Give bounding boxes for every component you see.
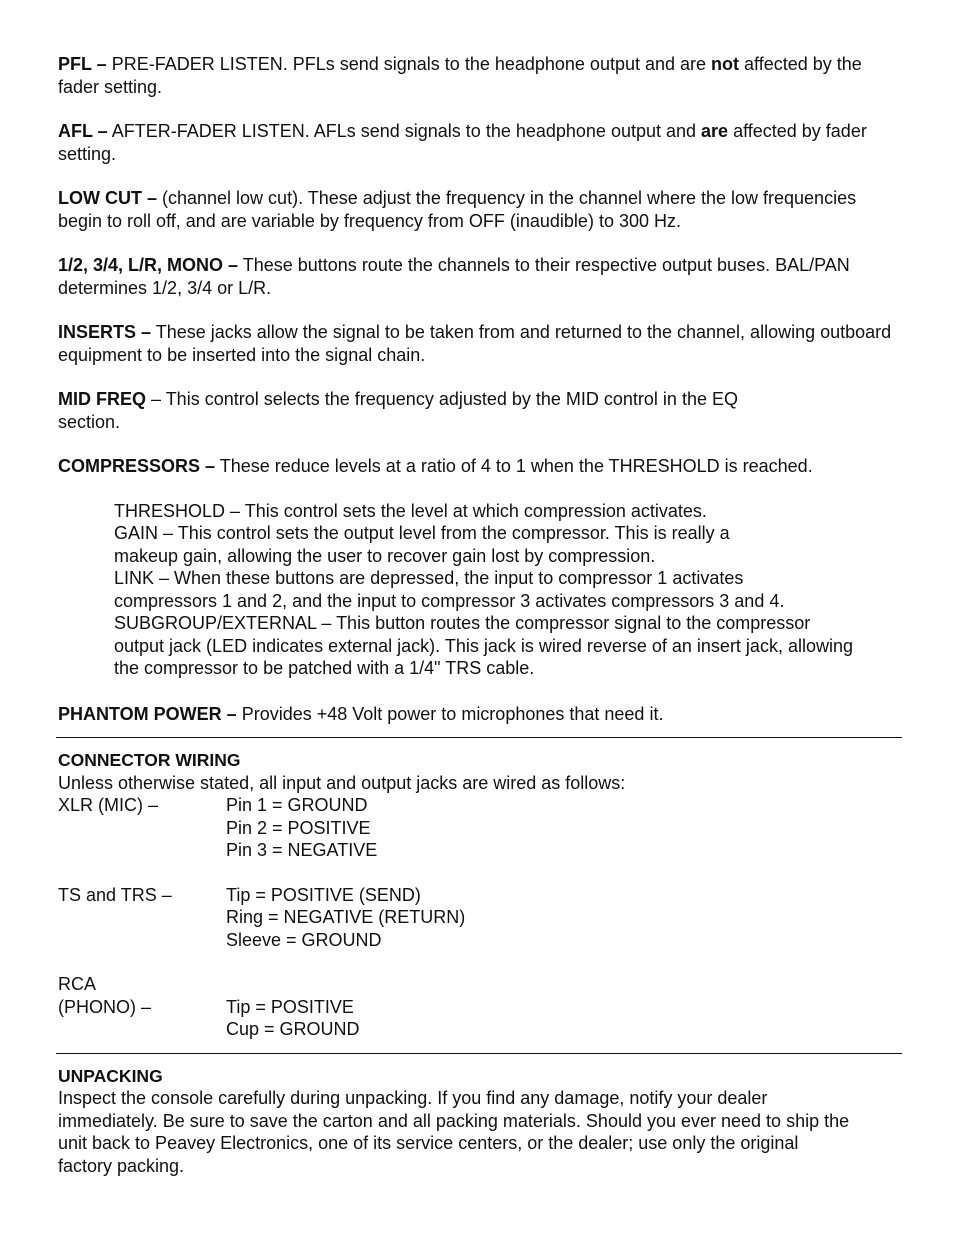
compressor-line: SUBGROUP/EXTERNAL – This button routes the compressor signal to the compressor <box>114 613 811 633</box>
compressor-line: makeup gain, allowing the user to recover gain lost by compression. <box>114 545 656 566</box>
connector-intro: Unless otherwise stated, all input and output jacks are wired as follows: <box>58 772 626 793</box>
compressor-line: output jack (LED indicates external jack). This jack is wired reverse of an insert jack, allowing <box>114 635 853 656</box>
compressor-controls <box>114 500 900 680</box>
section-divider <box>56 1053 902 1054</box>
pin-line: Tip = POSITIVE (SEND) <box>226 884 421 905</box>
compressor-line: compressors 1 and 2, and the input to compressor 3 activates compressors 3 and 4. <box>114 590 785 611</box>
manual-page <box>58 53 900 1177</box>
connector-wiring-heading: CONNECTOR WIRING <box>58 750 241 770</box>
unpacking-line: immediately. Be sure to save the carton and all packing materials. Should you ever need to ship the <box>58 1110 850 1131</box>
definition-mid-freq: MID FREQ – This control selects the frequency adjusted by the MID control in the EQ section. <box>58 389 738 432</box>
compressor-line: THRESHOLD – This control sets the level at which compression activates. <box>114 500 707 521</box>
term: PFL – <box>58 54 107 74</box>
pin-line: Ring = NEGATIVE (RETURN) <box>226 907 466 927</box>
term: LOW CUT – <box>58 188 157 208</box>
term: COMPRESSORS – <box>58 456 216 476</box>
compressor-line: LINK – When these buttons are depressed, the input to compressor 1 activates <box>114 568 744 588</box>
ts-trs-label: TS and TRS – <box>58 884 172 905</box>
term: INSERTS – <box>58 322 152 342</box>
term: AFL – <box>58 121 108 141</box>
xlr-label: XLR (MIC) – <box>58 795 159 815</box>
term: 1/2, 3/4, L/R, MONO – <box>58 255 239 275</box>
definition-pfl: PFL – PRE-FADER LISTEN. PFLs send signals to the headphone output and are not affected by the fader setting. <box>58 54 862 97</box>
compressor-line: the compressor to be patched with a 1/4" TRS cable. <box>114 658 535 678</box>
definition-afl: AFL – AFTER-FADER LISTEN. AFLs send signals to the headphone output and are affected by fader setting. <box>58 121 867 164</box>
pin-line: Pin 1 = GROUND <box>226 795 368 815</box>
section-divider <box>56 737 902 738</box>
pin-line: Sleeve = GROUND <box>226 929 382 950</box>
xlr-wiring <box>58 794 900 862</box>
rca-phono-label: (PHONO) – <box>58 996 152 1017</box>
ts-trs-wiring <box>58 884 900 952</box>
pin-line: Pin 2 = POSITIVE <box>226 817 371 838</box>
unpacking-line: factory packing. <box>58 1155 185 1176</box>
definition-compressors: COMPRESSORS – These reduce levels at a ratio of 4 to 1 when the THRESHOLD is reached. <box>58 456 813 476</box>
pin-line: Tip = POSITIVE <box>226 996 354 1017</box>
unpacking-line: Inspect the console carefully during unpacking. If you find any damage, notify your dealer <box>58 1088 768 1108</box>
unpacking-heading: UNPACKING <box>58 1065 163 1086</box>
rca-wiring <box>58 996 900 1041</box>
definition-inserts: INSERTS – These jacks allow the signal to be taken from and returned to the channel, allowing outboard equipment to be inserted into the signal chain. <box>58 322 892 365</box>
unpacking-line: unit back to Peavey Electronics, one of its service centers, or the dealer; use only the original <box>58 1133 799 1153</box>
definition-phantom-power: PHANTOM POWER – Provides +48 Volt power to microphones that need it. <box>58 703 664 724</box>
pin-line: Pin 3 = NEGATIVE <box>226 840 378 860</box>
rca-label: RCA <box>58 974 97 994</box>
term: PHANTOM POWER – <box>58 703 237 724</box>
definition-low-cut: LOW CUT – (channel low cut). These adjust the frequency in the channel where the low frequencies begin to roll off, and are variable by frequency from OFF (inaudible) to 300 Hz. <box>58 188 857 231</box>
term: MID FREQ <box>58 389 146 409</box>
definition-bus-buttons: 1/2, 3/4, L/R, MONO – These buttons route the channels to their respective output buses. BAL/PAN determines 1/2, 3/4 or L/R. <box>58 255 850 298</box>
compressor-line: GAIN – This control sets the output level from the compressor. This is really a <box>114 523 730 543</box>
pin-line: Cup = GROUND <box>226 1019 360 1039</box>
